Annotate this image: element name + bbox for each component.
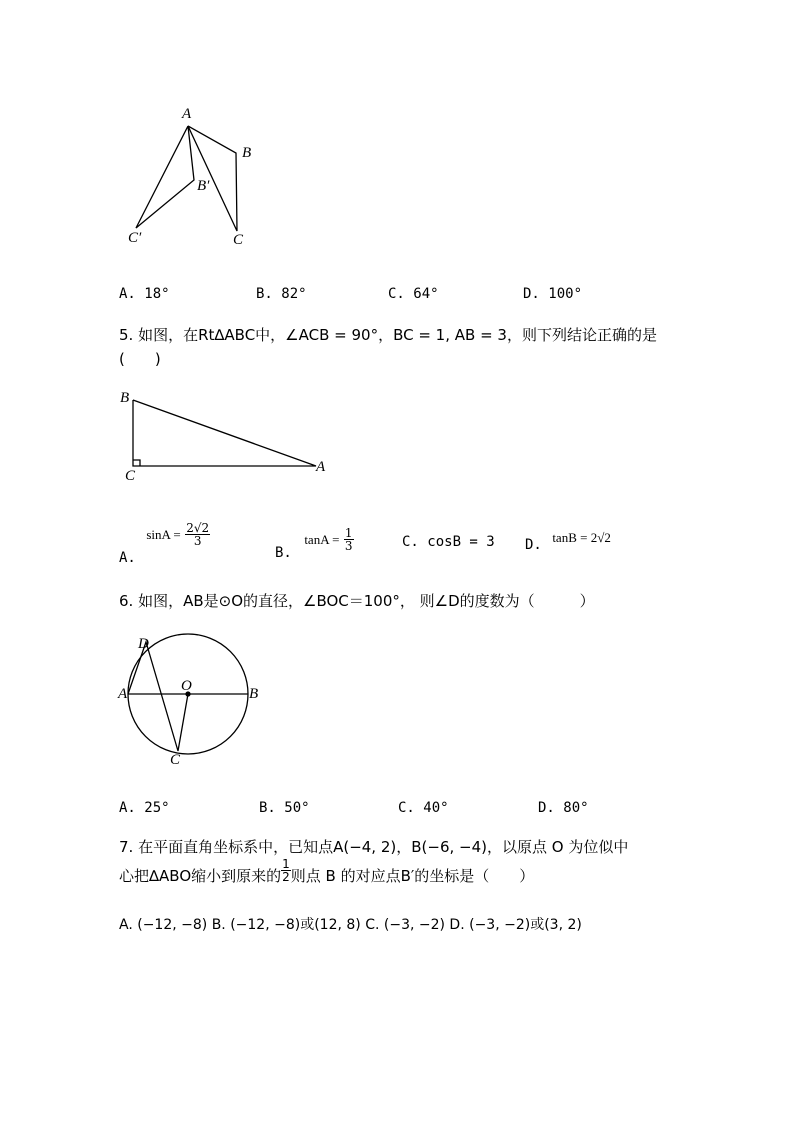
q5-option-d-expr: tanB = 2√2: [552, 530, 611, 545]
figure-q5: [133, 400, 316, 466]
q5-option-a-fn: sinA =: [146, 526, 181, 542]
q7-frac-den: 2: [282, 870, 290, 884]
q5-option-d: [525, 530, 611, 553]
q5-stem-line1: 5. 如图，在Rt∆ABC中，∠ACB = 90°，BC = 1, AB = 3，则下列结论正确的是: [119, 326, 657, 344]
q4-label-c: C: [233, 232, 244, 248]
figure-q4: [136, 126, 237, 231]
q6-label-b: B: [249, 686, 259, 702]
q6-chords: [128, 642, 188, 751]
q5-option-d-prefix: D.: [525, 537, 542, 553]
q5-option-a-num: 2√2: [186, 521, 210, 535]
q5-option-a-prefix: A.: [119, 549, 136, 566]
q5-option-a-den: 3: [193, 534, 202, 548]
q6-option-c: C. 40°: [398, 800, 449, 816]
q6-stem: 6. 如图，AB是⊙O的直径，∠BOC＝100°， 则∠D的度数为（ ）: [119, 592, 595, 610]
q4-option-c: C. 64°: [388, 286, 439, 302]
q5-option-b-prefix: B.: [275, 544, 292, 561]
q7-stem-line2-post: 则点 B 的对应点B′的坐标是（ ）: [290, 867, 535, 885]
q6-label-a: A: [118, 686, 128, 702]
q5-label-c: C: [125, 468, 136, 484]
q7-frac-num: 1: [282, 857, 290, 871]
q4-label-a: A: [182, 106, 192, 122]
q5-option-c: C. cosB = 3: [402, 534, 495, 550]
q5-label-a: A: [316, 459, 326, 475]
q5-option-b-den: 3: [344, 539, 353, 553]
q4-label-c-prime: C′: [128, 230, 142, 246]
q5-right-angle-mark: [133, 460, 140, 466]
q5-stem-line2: ( ): [119, 350, 161, 368]
q4-label-b: B: [242, 145, 252, 161]
q4-option-a: A. 18°: [119, 286, 170, 302]
q7-stem-line2: [119, 857, 535, 889]
q5-option-b-num: 1: [344, 526, 353, 540]
q4-label-b-prime: B′: [197, 178, 210, 194]
q4-option-b: B. 82°: [256, 286, 307, 302]
q6-option-a: A. 25°: [119, 800, 170, 816]
q4-triangle-abpcp: [136, 126, 194, 228]
q5-option-a: [119, 521, 210, 566]
q5-label-b: B: [120, 390, 130, 406]
q6-option-b: B. 50°: [259, 800, 310, 816]
q6-option-d: D. 80°: [538, 800, 589, 816]
q7-stem-line1: 7. 在平面直角坐标系中，已知点A(−4, 2)，B(−6, −4)，以原点 O 为位似中: [119, 838, 629, 856]
q6-label-o: O: [181, 678, 192, 694]
q7-stem-line2-pre: 心把∆ABO缩小到原来的: [119, 867, 282, 885]
q7-options: A. (−12, −8) B. (−12, −8)或(12, 8) C. (−3, −2) D. (−3, −2)或(3, 2): [119, 917, 582, 933]
q5-option-b-fn: tanA =: [304, 531, 340, 547]
q5-triangle: [133, 400, 316, 466]
q4-triangle-abc: [188, 126, 237, 231]
q5-option-b: [275, 526, 354, 561]
q6-label-d: D: [138, 636, 149, 652]
q4-option-d: D. 100°: [523, 286, 583, 302]
q6-label-c: C: [170, 752, 181, 768]
